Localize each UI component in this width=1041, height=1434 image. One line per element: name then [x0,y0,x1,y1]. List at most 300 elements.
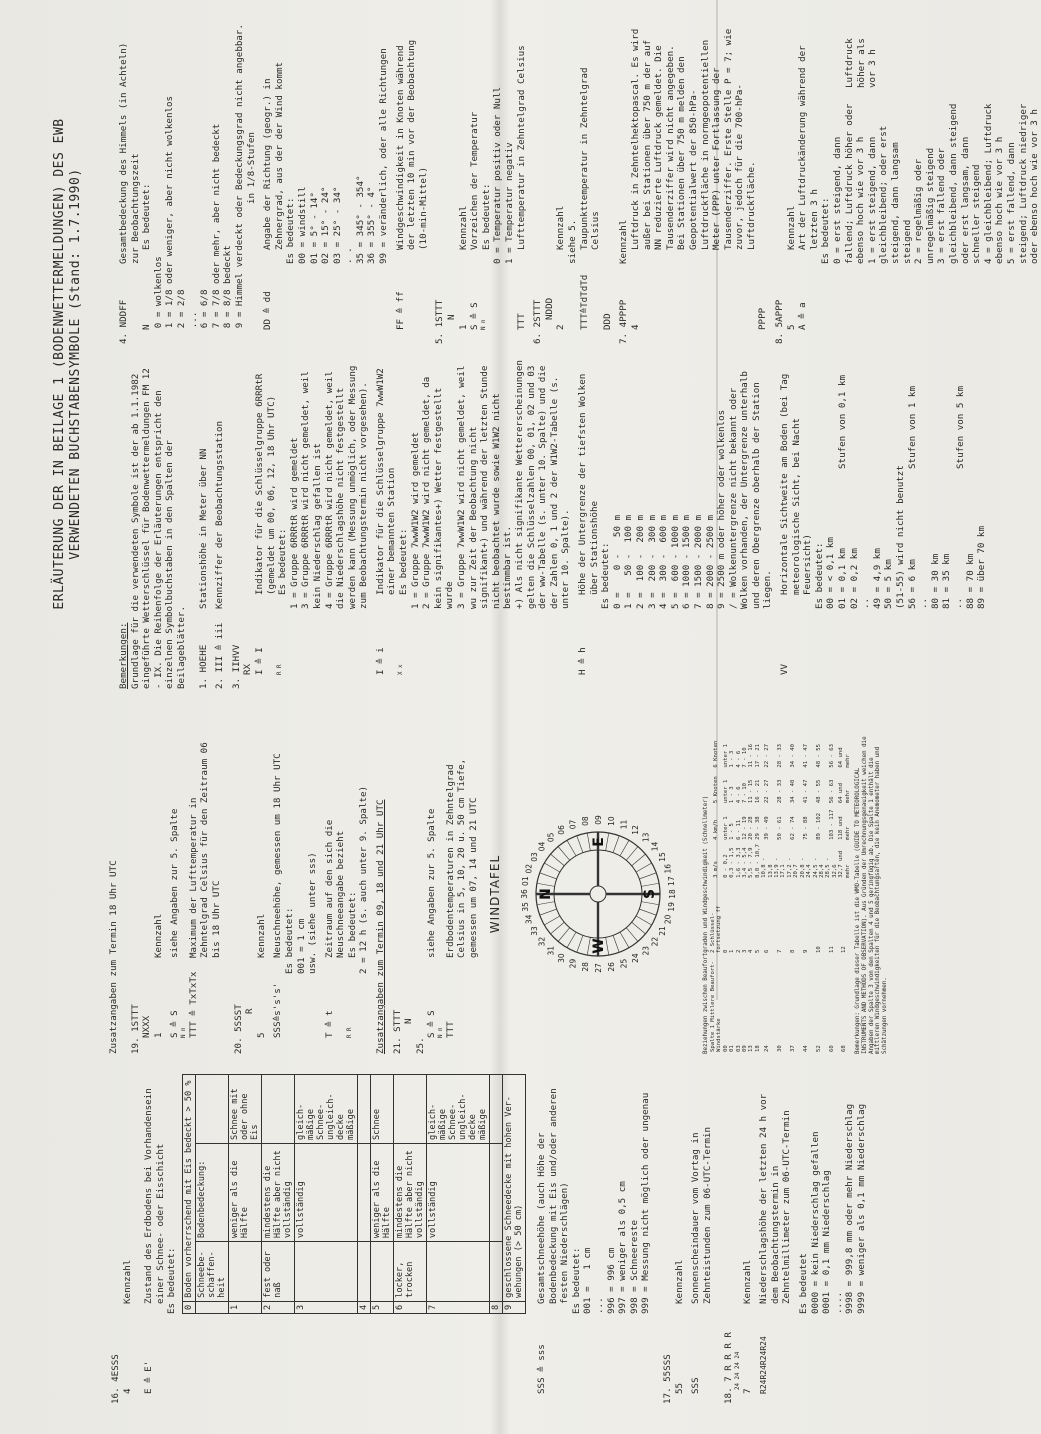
s20-sss: SSS≙s's's' [272,982,284,1038]
list-item: 49 = 4,9 km [871,548,883,609]
r5-ttt-text: Lufttemperatur in Zehntelgrad Celsius [515,45,527,250]
table-cell [393,1075,426,1144]
table-cell: 20 - 28 [748,816,755,840]
compass-number: 07 [568,819,578,830]
compass-number: 06 [557,825,567,835]
table-cell: 0 [182,1301,195,1313]
s20-v2: usw. (siehe unter sss) [307,852,319,974]
compass-number: 30 [557,953,567,963]
table-cell: 2 [261,1301,294,1313]
compass-tick [632,922,646,934]
r6-ttt-text: Taupunkttemperatur in Zehntelgrad Celsius [578,61,602,250]
s16-es: Es bedeutet: [166,1247,178,1314]
s16-e-text: Zustand des Erdbodens bei Vorhandensein einer Schnee- oder Eisschicht [143,1082,166,1304]
windtafel-title: WINDTAFEL [487,854,502,934]
table-cell: 11 [828,946,835,953]
sss-v3: 996 = 996 cm [605,1247,617,1314]
table-cell: 11 - 16 [748,744,755,768]
table-cell: 6 - 11 [735,819,742,840]
table-cell: 10,8 - 13,8 [761,857,774,878]
s20-es: Es bedeutet: [283,907,295,974]
r5-sn-v2: 1 = Temperatur negativ [504,142,515,264]
list-item: 35 = 345° - 354° [354,175,366,264]
r4-num: 4. NDDFF [118,299,129,344]
r3-ix-es: Es bedeutet: [398,528,410,595]
table-cell: 7 - 10 [742,747,749,768]
table-cell: 0 [722,949,729,953]
r6-sn-text: siehe 5. [566,219,578,264]
list-item: 5 = erst fallend, dann steigend; Luftdruck niedriger oder ebenso hoch wie vor 3 h [1005,98,1041,264]
compass-number: 10 [607,816,617,826]
table-cell: Schnee [370,1075,393,1144]
z-head: Zusatzangaben zum Termin 18 Uhr UTC [108,860,119,1054]
table-cell: 1 - 5 [729,823,736,840]
table-cell: 28 - 33 [777,744,784,768]
r3-vv-es: Es bedeutet: [813,542,825,609]
compass-tick [627,847,639,861]
compass-direction-label: S [642,888,659,900]
compass-number: 32 [537,936,547,947]
wind-direction-list [297,24,390,264]
s16-code: 4 [121,1388,133,1394]
table-cell: 5,5 - 7,9 [748,847,755,878]
table-cell: 17 - 21 [754,744,761,768]
table-cell: 75 - 88 [802,816,809,840]
r7-num: 7. 4PPPP [618,299,630,344]
table-cell: 60 [828,1045,835,1052]
r3-es: Es bedeutet: [277,528,289,595]
s20-v1: 001 = 1 cm [295,918,307,974]
wind-compass [503,799,693,989]
table-cell: Schnee mit oder ohne Eis [228,1075,261,1144]
table-cell [228,1242,261,1302]
table-cell: 41 - 47 [802,744,809,768]
r3-ix: I ≙ i [374,647,386,675]
table-cell: unter 1 [722,816,729,840]
r3-v2: 3 = Gruppe 6RRRtR wird nicht gemeldet, weil kein Niederschlag gefallen ist [300,365,323,609]
compass-number: 34 [524,914,534,925]
list-item: 0 = wolkenlos [152,256,164,329]
s18-v5: 9999 = weniger als 0,1 mm Niederschlag [856,1103,868,1314]
list-item: ... [187,311,199,329]
table-cell: 10 [815,946,822,953]
vv-brace-2: Stufen von 1 km [907,386,919,469]
compass-tick [567,932,576,948]
table-cell: 41 - 47 [802,779,809,804]
r4-dd-text: Angabe der Richtung (geogr.) in Zehnergrad, aus der der Wind kommt [262,61,285,250]
compass-tick [540,873,557,879]
table-row [489,1075,502,1314]
r8-brace: Luftdruck höher als vor 3 h [844,38,879,88]
table-cell [357,1242,370,1302]
list-item: 00 = < 0,1 km [825,537,837,609]
r5-one: 1 [457,324,469,330]
r3-rx: RX [242,663,254,675]
compass-number: 22 [650,936,660,947]
list-item: . . [343,247,355,264]
table-cell [195,1301,228,1313]
sss-v2: ... [593,1297,605,1314]
s18-v3: .... [832,1291,844,1314]
table-cell: fest oder naß [261,1242,294,1302]
s25-sn: S ≙ S [426,1010,438,1038]
s19-num: 19. 1STTT [129,1004,141,1054]
table-row [228,1075,261,1314]
table-header-cell: Spalte 1 Mittlere Beaufort-Windstärke [710,961,723,1052]
table-cell: 2 [735,949,742,953]
table-cell: 118 und mehr [838,816,851,840]
compass-tick [636,916,652,925]
compass-number: 04 [537,841,547,852]
compass-tick [640,873,657,879]
list-item: 01 = 0,1 km [837,548,849,609]
s20-r: R [244,1008,256,1014]
table-cell: 1,6 - 3,3 [735,847,742,878]
table-row [838,734,851,1054]
table-cell [489,1144,502,1242]
table-cell: 103 - 117 [828,809,835,840]
s18-r-text: Niederschlagshöhe der letzten 24 h vor dem Beobachtungstermin in Zehntelmillimeter zum 06-UTC-Termin [758,1088,793,1304]
s17-sss: SSS [690,1377,702,1394]
s20-tr: T ≙ t [323,1010,335,1038]
table-cell: 1 [729,949,736,953]
s19-one-text: Kennzahl [152,913,164,958]
r6-two: 2 [555,324,567,330]
list-item: 5 = 600 - 1000 m [669,514,681,609]
s18-v4: 9998 = 999,8 mm oder mehr Niederschlag [844,1103,856,1314]
table-cell: gleich-mäßige Schnee-ungleich-decke mäßige [294,1075,357,1144]
r3-vv: VV [779,663,791,675]
cloud-cover-list [153,24,246,328]
vv-brace-1: Stufen von 0,1 km [837,374,849,469]
list-item: 6 = 6/8 [199,289,211,329]
list-item: 4 = 300 - 600 m [658,514,670,609]
list-item: 00 = windstill [296,186,308,264]
list-item: 8 = 2000 - 2500 m [704,514,716,609]
table-cell: 89 - 102 [815,812,822,840]
compass-number: 27 [594,963,604,973]
table-cell: 5 [754,949,761,953]
r4-n-text: Gesamtbedeckung des Himmels (in Achteln) zur Beobachtungszeit [118,37,141,264]
s21-num: 21. STTT [391,1009,403,1054]
table-cell [357,1144,370,1242]
r4-stufen: in 1/8-Stufen [245,132,257,204]
table-row [813,734,826,1054]
r7-pppp-text: Luftdruck in Zehntelhektopascal. Es wird außer bei Stationen über 750 m der auf NN reduzierte Luftdruck gemeldet. Die Tausenderziffer wird nicht angegeben. Bei Stationen über 750 m melden den Geopotentialwert der 850-hPa-Luftdruckfläche in normgeopotentiellen Meter (PPP) unter Fortlassung der Tausenderziffer. Erste Stelle P = 7; wie zuvor, jedoch für die 700-hPa-Luftdruckfläche. [629,23,757,250]
compass-number: 03 [530,852,540,862]
compass-number: 01 [521,876,531,886]
r4-dd: DD ≙ dd [262,291,274,330]
beaufort-note: Bemerkungen: Grundlage dieser Tabelle ist die WMO-Tabelle (GUIDE TO METEOROLOGICAL INSTRUMENTS AND METHODS OF OBSERVATION). Aus Gründen der Umrechnungsgenauigkeit weichen die Angaben der Spalte 3 von den Spalten 4 und 5 geringfügig ab. Die Spalte 1 enthält die mittleren Windgeschwindigkeiten für die Beobachtungsarten, die kein Anemometer haben und Schätzungen vornehmen. [854,736,889,1054]
r6-ddd: DDD [601,313,613,330]
table-cell: Boden vorherrschend mit Eis bedeckt > 50 % [182,1075,195,1302]
table-cell: locker, trocken [393,1242,426,1302]
table-cell: 44 [802,1045,809,1052]
table-cell: Bodenbedeckung: [195,1144,228,1242]
list-item: 3 = erst fallend oder gleichbleibend, dann steigend oder erst langsam, dann schneller steigend [936,98,983,264]
s20-five: 5 [255,1032,267,1038]
s20-tr-es: Es bedeutet: [346,891,358,958]
r5-sn-text: Vorzeichen der Temperatur [469,111,481,250]
compass-number: 11 [619,819,629,830]
s25-sn-text: siehe Angaben zur 5. Spalte [426,808,438,958]
table-cell: geschlossene Schneedecke mit hohen Ver-wehungen (> 50 cm) [502,1075,525,1302]
table-cell: 09 [742,1045,749,1052]
r3-ir: I ≙ I [253,647,265,675]
compass-number: 33 [530,926,540,936]
compass-number: 16 [663,863,673,874]
sss-es: Es bedeutet: [570,1247,582,1314]
s20-tr2: R R [346,1027,353,1038]
table-cell: 3,4 - 5,4 [742,847,749,878]
sss-v1: 001 = 1 cm [582,1247,594,1314]
table-cell [357,1075,370,1144]
r5-ttt: TTT [515,313,527,330]
list-item: 1 = 50 - 100 m [623,514,635,609]
list-item: 9 = Himmel verdeckt oder Bedeckungsgrad nicht angebbar. [233,24,245,329]
s25-ttt-text: Erdbodentemperaturen in Zehntelgrad Celsius in 5, 10, 20 u. 50 cm Tiefe, gemessen um 07, 14 und 21 UTC [444,753,480,958]
table-cell: 5 [370,1301,393,1313]
table-cell: 17,2 - 20,7 [786,857,800,878]
compass-tick [620,840,629,856]
compass-tick [613,836,619,853]
list-item: 2 = regelmäßig oder unregelmäßig steigend [913,147,936,264]
s18-sub: 24 24 24 24 [734,1351,741,1390]
table-cell: mindestens die Hälfte aber nicht vollständig [393,1144,426,1242]
list-item: .. [860,597,872,609]
table-cell: 29 - 38 [754,816,761,840]
table-cell: 12 [841,946,848,953]
compass-tick [537,902,555,905]
r5-sn2: N n [480,319,487,330]
r5-num: 5. 1STTT [434,299,446,344]
table-cell: 00 [722,1045,729,1052]
compass-number: 12 [631,825,641,835]
table-row [195,1075,228,1314]
vv-brace-3: Stufen von 5 km [955,386,967,469]
r2-text: Kennziffer der Beobachtungsstation [214,420,226,609]
compass-number: 24 [631,953,641,963]
s18-code-text: Kennzahl [741,1259,753,1304]
table-cell: 48 - 55 [815,744,822,768]
r5-one-text: Kennzahl [457,205,469,250]
compass-tick [613,935,619,952]
table-cell: 56 - 63 [828,744,835,768]
table-cell: 32,7 und mehr [838,850,851,878]
compass-tick [567,840,576,856]
table-cell: 8,0 - 10,7 [754,844,761,878]
table-cell: 3 [294,1301,357,1313]
r7-four: 4 [629,324,641,330]
s25-sn2: N n [438,1027,445,1038]
compass-number: 09 [594,815,604,825]
r6-ttt: TTT≙TdTdTd [578,274,590,330]
table-cell: Schneebe-schaffen-heit [195,1242,228,1302]
s16-num: 16. 4ESSS [110,1354,121,1404]
list-item: 9 = 2500 m oder höher oder wolkenlos [716,409,728,609]
compass-tick [537,883,555,886]
compass-number: 13 [641,832,651,843]
s19-one: 1 [152,1032,164,1038]
s20-tr-v: 2 = 12 h (s. auch unter 9. Spalte) [358,785,370,974]
r3-num: 3. IIHVV [230,644,242,689]
table-cell: 22 - 27 [764,779,771,804]
table-cell: unter 1 [722,779,729,804]
table-cell: 48 - 55 [815,779,822,804]
s19-ttt: TTT ≙ TxTxTx [187,971,199,1038]
bem-head: Bemerkungen: [118,622,129,689]
compass-number: 02 [524,863,534,874]
table-cell: 20,8 - 24,4 [799,857,813,878]
r3-ir-text: Indikator für die Schlüsselgruppe 6RRRtR (gemeldet um 00, 06, 12, 18 Uhr UTC) [253,368,277,595]
compass-number: 29 [568,958,578,969]
compass-tick [642,902,660,905]
list-item: 03 = 25° - 34° [331,186,343,264]
compass-number: 19 [667,902,677,912]
table-cell: 56 - 63 [828,779,835,804]
table-cell: 7 [777,949,784,953]
compass-tick [642,883,660,886]
table-header-cell: 2 Schlüssel-fortsetzung ff [710,905,723,953]
table-header-row [710,734,723,1054]
compass-direction-label: N [538,888,555,900]
r5-sn-v1: 0 = Temperatur positiv oder Null [492,86,504,264]
table-cell: 4 [748,949,755,953]
visibility-list [825,465,988,609]
table-header-cell: 4 km/h [713,819,720,840]
list-item: 89 = über 70 km [976,526,988,609]
table-cell: 68 [841,1045,848,1052]
table-cell: 22 - 27 [764,744,771,768]
s19-sn-text: siehe Angaben zur 5. Spalte [169,808,181,958]
doc-title-2: VERWENDETEN BUCHSTABENSYMBOLE (Stand: 1.7.1990) [68,168,83,560]
compass-tick [558,847,570,861]
compass-number: 20 [663,914,673,925]
table-cell: 28 - 33 [777,779,784,804]
s18-num: 18. 7 R R R R [723,1332,735,1404]
list-item: 1 = erst steigend, dann gleichbleibend; oder erst steigend, dann langsam steigend [866,120,913,264]
table-row [825,734,838,1054]
compass-number: 36 [520,889,530,899]
table-cell [426,1242,489,1302]
r4-ff: FF ≙ ff [394,291,406,330]
compass-number: 17 [667,876,677,886]
r3-ir2: R R [277,664,284,675]
table-row [370,1075,393,1314]
r3-h-text: Höhe der Untergrenze der tiefsten Wolken über Stationshöhe [576,368,600,595]
compass-tick [636,863,652,872]
r6-nddd: NDDD [543,297,555,320]
s20-five-text: Kennzahl [255,913,267,958]
r3-v3: 4 = Gruppe 6RRRtR wird nicht gemeldet, weil die Niederschlagshöhe nicht festgestellt werden kann (Messung unmöglich, oder Messung zum Beobachtungstermin nicht vorgesehen). [323,360,370,609]
sss-v5: 998 = Schneereste [628,1219,640,1314]
table-header-cell: 5 Knoten [713,776,720,804]
table-cell: 11 - 15 [748,779,755,804]
r5-n: N [446,314,458,320]
table-row [800,734,813,1054]
compass-number: 05 [546,832,556,843]
table-cell: 1 - 3 [729,750,736,768]
pressure-tendency-list [832,94,1041,264]
list-item: (51-55) wird nicht benutzt [895,465,906,609]
table-cell: 1 [228,1301,261,1313]
list-item: .. [918,597,930,609]
table-cell: 01 [729,1045,736,1052]
table-cell: 6 [764,949,771,953]
table-cell: 6 [393,1301,426,1313]
r8-five-text: Kennzahl [785,205,797,250]
table-cell: 1 - 3 [729,786,736,804]
r8-a-text: Art der Luftdruckänderung während der letzten 3 h [797,39,820,250]
table-header-cell: 3 m/s [713,861,720,878]
table-cell [195,1075,228,1144]
s17-sss-text: Sonnenscheindauer vom Vortag in Zehnteistunden zum 06-UTC-Termin [690,1126,713,1304]
r6-two-text: Kennzahl [555,205,567,250]
table-cell: 37 [790,1045,797,1052]
list-item: 8 = 8/8 bedeckt [222,245,234,329]
compass-number: 23 [641,945,651,956]
list-item: 80 = 30 km [929,553,941,609]
table-cell: gleich-mäßige Schnee-ungleich-decke mäßige [426,1075,489,1144]
list-item: 02 = 15° - 24° [320,186,332,264]
table-cell: 7 - 10 [742,782,749,804]
cloud-height-list [612,359,774,689]
list-item: 7 = 1500 - 2000 m [692,514,704,609]
table-cell: 3 [742,949,749,953]
table-cell: 13 [748,1045,755,1052]
table-cell: 30 [777,1045,784,1052]
r3-ix-v3: 3 = Gruppe 7wwW1W2 wird nicht gemeldet, weil wu zur Zeit der Beobachtung nicht signifikant+) und während der letzten Stunde nicht beobachtet wurde sowie W1W2 nicht bestimmbar ist. [456,360,514,609]
list-item: 50 = 5 km [883,559,895,609]
compass-tick [587,833,590,851]
table-cell: 18 [754,1045,761,1052]
r2-num: 2. III ≙ iii [214,622,226,689]
left-column-2 [0,734,1000,1054]
table-cell: 4 - 6 [735,750,742,768]
s21-n: N [403,1018,415,1024]
table-cell: 13,9 - 17,1 [774,857,787,878]
list-item: 36 = 355° - 4° [366,186,378,264]
compass-number: 21 [658,926,668,936]
compass-number: 08 [581,816,591,826]
table-cell [370,1242,393,1302]
s17-code: 55 [673,1382,685,1394]
r5-sn-es: Es bedeutet: [480,183,492,250]
list-item: 88 = 70 km [964,553,976,609]
table-cell [294,1242,357,1302]
table-cell: mindestens die Hälfte aber nicht vollständig [261,1144,294,1242]
r7-pppp: PPPP [757,307,769,330]
s17-num: 17. 55SSS [661,1354,673,1404]
r5-sn: S ≙ S [469,302,481,330]
compass-number: 35 [521,902,531,912]
s25-num: 25. [414,1037,426,1054]
s19-sn2: N n [180,1027,187,1038]
table-cell: weniger als die Hälfte [370,1144,393,1242]
list-item: 99 = veränderlich, oder alle Richtungen [378,48,390,264]
table-cell: 64 und mehr [838,747,851,768]
table-cell: 0 - 0,2 [722,854,729,878]
r3-ix-v1: 1 = Gruppe 7wwW1W2 wird gemeldet [409,431,421,609]
s16-code-text: Kennzahl [121,1259,133,1304]
list-item: / = Wolkenuntergrenze nicht bekannt oder Wolken vorhanden, der Untergrenze unterhalb und deren Obergrenze oberhalb der Station liegen. [727,365,774,609]
table-cell: 52 [815,1045,822,1052]
compass-tick [551,854,565,866]
compass-tick [558,928,570,942]
table-row [357,1075,370,1314]
list-item: 3 = 200 - 300 m [646,514,658,609]
r3-ix2: X x [398,664,405,675]
